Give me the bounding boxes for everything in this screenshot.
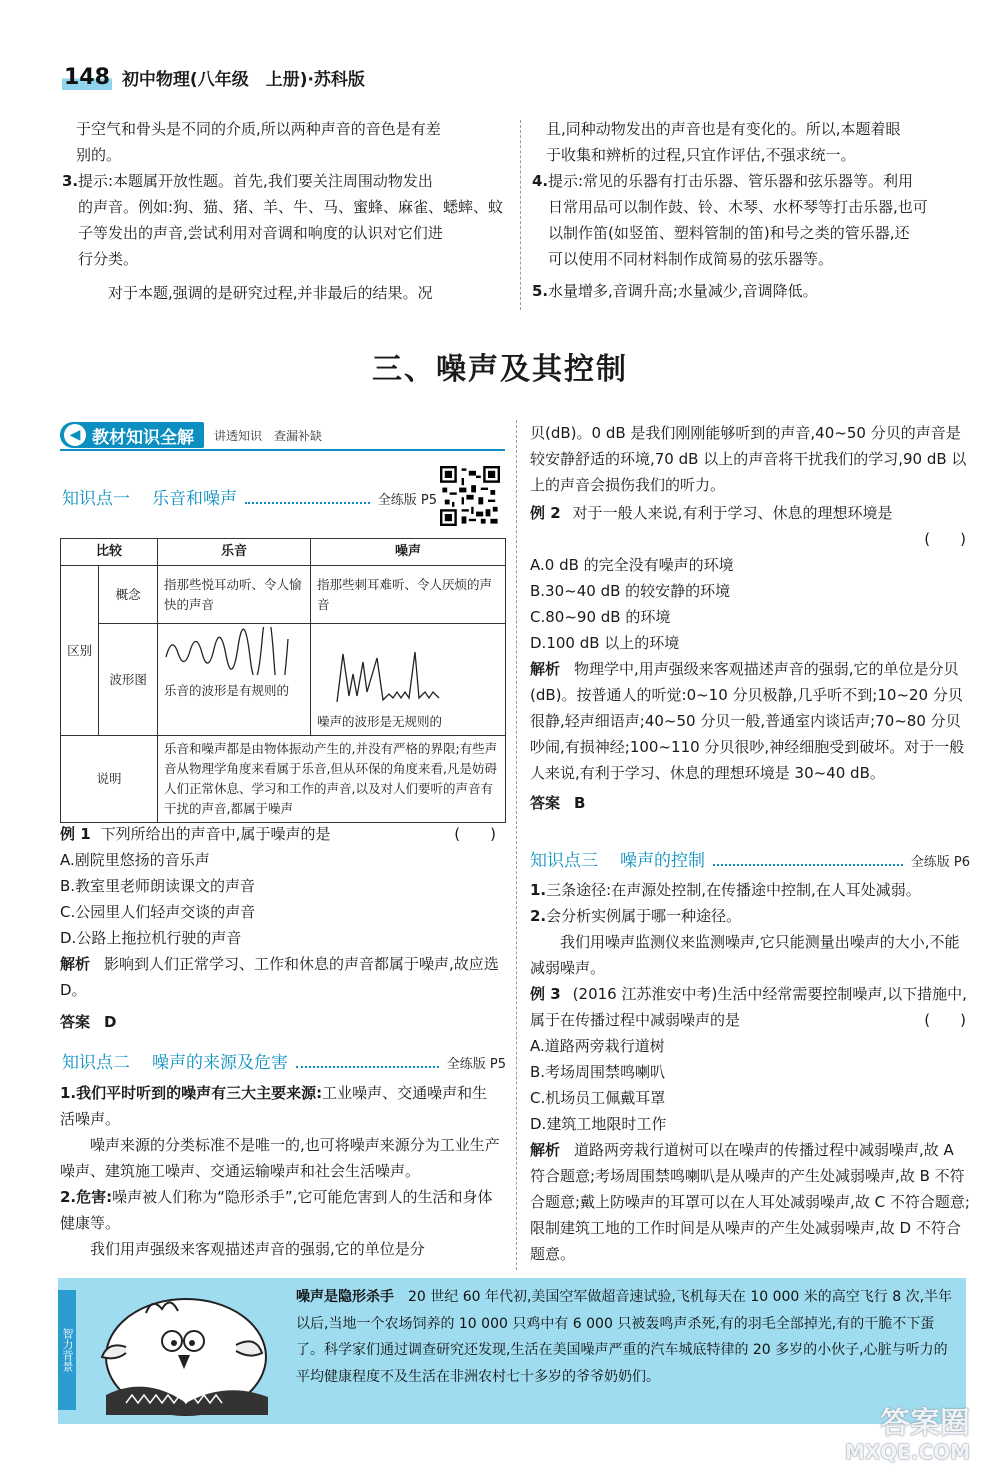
analysis-label: 解析	[530, 1141, 561, 1159]
kp-title: 噪声的控制	[620, 851, 705, 871]
point-2	[530, 903, 970, 929]
question-text: (2016 江苏淮安中考)生活中经常需要控制噪声,以下措施中,属于在传播过程中减弱噪声的是	[530, 985, 967, 1029]
item-line: 提示:本题属开放性题。首先,我们要关注周围动物发出	[78, 172, 433, 190]
continued-text-line: 且,同种动物发出的声音也是有变化的。所以,本题着眼	[546, 120, 901, 138]
paragraph: 对于本题,强调的是研究过程,并非最后的结果。况	[108, 284, 433, 302]
option: C.机场员工佩戴耳罩	[530, 1089, 666, 1107]
answer-label: 答案	[60, 1013, 91, 1031]
paragraph: 噪声来源的分类标准不是唯一的,也可将噪声来源分为工业生产噪声、建筑施工噪声、交通运输噪声和社会生活噪声。	[60, 1136, 500, 1180]
item-number: 5.	[532, 282, 549, 300]
continued-text-line: 于空气和骨头是不同的介质,所以两种声音的音色是有差	[76, 120, 441, 138]
tip-body: 20 世纪 60 年代初,美国空军做超音速试验,飞机每天在 10 000 米的高空飞行 8 次,半年以后,当地一个农场饲养的 10 000 只鸡中有 6 000 只被轰鸣声杀死,有的羽毛全部掉光,有的干脆不下蛋了。科学家们通过调查研究还发现,生活在美国噪声严重的汽车城底特律的 20 多岁的小伙子,心脏与听力的平均健康程度不及生活在非洲农村七十多岁的爷爷奶奶们。	[296, 1289, 953, 1385]
continued-text-line: 于收集和辨析的过程,只宜作评估,不强求统一。	[546, 146, 856, 164]
table-header-cell: 乐音	[158, 539, 311, 566]
item-number: 3.	[62, 172, 79, 190]
point-text: 会分析实例属于哪一种途径。	[546, 907, 742, 925]
banner-underline	[60, 449, 505, 451]
tip-side-label: 智力背景	[58, 1290, 76, 1410]
answer-parentheses: ( )	[924, 530, 966, 548]
kp3-heading	[530, 846, 970, 871]
answer-item-5	[532, 278, 952, 304]
waveform-caption: 噪声的波形是无规则的	[317, 714, 443, 729]
watermark	[800, 1406, 970, 1468]
example-question	[60, 821, 506, 847]
table-header-cell: 噪声	[311, 539, 506, 566]
page-header	[62, 62, 365, 92]
option: B.30~40 dB 的较安静的环境	[530, 582, 731, 600]
option: D.100 dB 以上的环境	[530, 634, 680, 652]
kp-number: 知识点三	[530, 851, 598, 871]
point-1	[60, 1080, 500, 1132]
item-line: 提示:常见的乐器有打击乐器、管乐器和弦乐器等。利用	[548, 172, 914, 190]
answer-item-3	[62, 168, 506, 272]
row-label: 说明	[61, 736, 158, 823]
item-line: 行分类。	[78, 250, 139, 268]
tip-text-block	[296, 1284, 956, 1390]
kp-reference: 全练版 P6	[910, 855, 970, 870]
example-label: 例 1	[60, 825, 91, 843]
item-number: 4.	[532, 172, 549, 190]
regular-waveform	[164, 627, 292, 675]
table-header-cell: 比较	[61, 539, 158, 566]
comparison-table	[60, 538, 506, 823]
kp-reference: 全练版 P5	[446, 1057, 506, 1072]
example-label: 例 2	[530, 504, 561, 522]
point-text: 噪声被人们称为“隐形杀手”,它可能危害到人的生活和身体健康等。	[60, 1188, 493, 1232]
point-number: 1.	[60, 1084, 77, 1102]
top-right-column	[532, 116, 952, 304]
option: C.公园里人们轻声交谈的声音	[60, 903, 256, 921]
point-text: 三条途径:在声源处控制,在传播途中控制,在人耳处减弱。	[546, 881, 921, 899]
analysis-label: 解析	[60, 955, 91, 973]
option: C.80~90 dB 的环境	[530, 608, 671, 626]
row-label: 概念	[99, 566, 158, 624]
option: D.公路上拖拉机行驶的声音	[60, 929, 242, 947]
analysis-label: 解析	[530, 660, 561, 678]
table-cell	[311, 624, 506, 736]
answer-parentheses: ( )	[924, 1011, 966, 1029]
answer-value: B	[574, 794, 586, 812]
analysis-text: 影响到人们正常学习、工作和休息的声音都属于噪声,故应选 D。	[60, 955, 499, 999]
answer	[60, 1009, 506, 1035]
answer-label: 答案	[530, 794, 561, 812]
option: D.建筑工地限时工作	[530, 1115, 667, 1133]
point-1	[530, 877, 970, 903]
banner-subtitle: 讲透知识 查漏补缺	[214, 428, 323, 443]
example-1	[60, 821, 506, 1035]
question-text: 对于一般人来说,有利于学习、休息的理想环境是	[572, 504, 893, 522]
kp-number: 知识点一	[62, 489, 130, 509]
point-2	[60, 1184, 500, 1236]
analysis	[60, 951, 506, 1003]
continued-paragraph: 贝(dB)。0 dB 是我们刚刚能够听到的声音,40~50 分贝的声音是较安静舒适的环境,70 dB 以上的声音将干扰我们的学习,90 dB 以上的声音会损伤我们的听力。	[530, 424, 967, 494]
answer-parentheses: ( )	[454, 825, 496, 843]
continued-text-line: 别的。	[76, 146, 122, 164]
option: A.道路两旁栽行道树	[530, 1037, 665, 1055]
option: B.教室里老师朗读课文的声音	[60, 877, 256, 895]
watermark-logo-text: 答案圈	[880, 1406, 970, 1441]
point-number: 2.	[60, 1188, 77, 1206]
point-lead: 我们平时听到的噪声有三大主要来源:	[76, 1084, 323, 1102]
question-text: 下列所给出的声音中,属于噪声的是	[100, 825, 331, 843]
kp1-heading	[62, 484, 437, 509]
example-question	[530, 500, 970, 526]
kp3-body	[530, 877, 970, 1267]
analysis-text: 物理学中,用声强级来客观描述声音的强弱,它的单位是分贝(dB)。按普通人的听觉:0~10 分贝极静,几乎听不到;10~20 分贝很静,轻声细语声;40~50 分贝一般,普通室内谈话声;70~80 分贝吵闹,有损神经;100~110 分贝很吵,神经细胞受到破坏。对于一般人来说,有利于学习、休息的理想环境是 30~40 dB。	[530, 660, 965, 782]
kp-reference: 全练版 P5	[377, 493, 437, 508]
analysis	[530, 656, 970, 786]
row-group-label: 区别	[61, 566, 99, 736]
paragraph: 我们用噪声监测仪来监测噪声,它只能测量出噪声的大小,不能减弱噪声。	[530, 933, 960, 977]
answer-item-4	[532, 168, 952, 272]
top-left-column	[62, 116, 506, 306]
item-line: 可以使用不同材料制作成简易的弦乐器等。	[548, 250, 834, 268]
kp-title: 噪声的来源及危害	[152, 1053, 288, 1073]
option: A.0 dB 的完全没有噪声的环境	[530, 556, 734, 574]
paragraph: 我们用声强级来客观描述声音的强弱,它的单位是分	[90, 1240, 425, 1258]
chicken-cartoon-image	[86, 1285, 286, 1420]
dotted-leader	[245, 502, 370, 504]
kp-title: 乐音和噪声	[152, 489, 237, 509]
answer	[530, 790, 970, 816]
right-column	[530, 420, 970, 816]
item-line: 以制作笛(如竖笛、塑料管制的笛)和号之类的管乐器,还	[548, 224, 910, 242]
dotted-leader	[713, 864, 903, 866]
column-divider	[516, 420, 517, 1270]
item-line: 水量增多,音调升高;水量减少,音调降低。	[548, 282, 818, 300]
point-number: 2.	[530, 907, 547, 925]
point-number: 1.	[530, 881, 547, 899]
qr-code-image	[440, 466, 500, 526]
page-number: 148	[64, 64, 110, 90]
book-title: 初中物理(八年级 上册)·苏科版	[121, 69, 365, 90]
item-line: 的声音。例如:狗、猫、猪、羊、牛、马、蜜蜂、麻雀、蟋蟀、蚊	[78, 198, 504, 216]
speaker-icon: ◀	[64, 424, 86, 446]
table-cell: 指那些刺耳难听、令人厌烦的声音	[311, 566, 506, 624]
waveform-caption: 乐音的波形是有规则的	[164, 683, 290, 698]
point-lead: 危害:	[76, 1188, 113, 1206]
analysis	[530, 1137, 970, 1267]
column-divider	[520, 120, 521, 310]
option: B.考场周围禁鸣喇叭	[530, 1063, 666, 1081]
item-line: 子等发出的声音,尝试利用对音调和响度的认识对它们进	[78, 224, 443, 242]
tip-title: 噪声是隐形杀手	[296, 1289, 394, 1305]
item-line: 日常用品可以制作鼓、铃、木琴、水杯琴等打击乐器,也可	[548, 198, 928, 216]
banner-title: 教材知识全解	[92, 427, 194, 448]
section-title: 三、噪声及其控制	[372, 352, 628, 387]
table-cell	[158, 624, 311, 736]
answer-value: D	[104, 1013, 117, 1031]
example-label: 例 3	[530, 985, 561, 1003]
analysis-text: 道路两旁栽行道树可以在噪声的传播过程中减弱噪声,故 A 符合题意;考场周围禁鸣喇叭是从噪声的产生处减弱噪声,故 B 不符合题意;戴上防噪声的耳罩可以在人耳处减弱噪声,故 C 不符合题意;限制建筑工地的工作时间是从噪声的产生处减弱噪声,故 D 不符合题意。	[530, 1141, 970, 1263]
row-label: 波形图	[99, 624, 158, 736]
kp2-heading	[62, 1048, 506, 1073]
table-cell: 乐音和噪声都是由物体振动产生的,并没有严格的界限;有些声音从物理学角度来看属于乐音,但从环保的角度来看,凡是妨碍人们正常休息、学习和工作的声音,以及对人们要听的声音有干扰的声音,都属于噪声	[158, 736, 506, 823]
option: A.剧院里悠扬的音乐声	[60, 851, 210, 869]
kp-number: 知识点二	[62, 1053, 130, 1073]
section-banner	[60, 421, 322, 449]
dotted-leader	[296, 1066, 439, 1068]
table-cell: 指那些悦耳动听、令人愉快的声音	[158, 566, 311, 624]
irregular-waveform	[317, 644, 467, 706]
kp2-body	[60, 1080, 500, 1262]
watermark-url: MXQE.COM	[844, 1440, 970, 1464]
point-text: 工业噪声、交通噪声和生活噪声。	[60, 1084, 488, 1128]
banner-label	[60, 422, 204, 448]
